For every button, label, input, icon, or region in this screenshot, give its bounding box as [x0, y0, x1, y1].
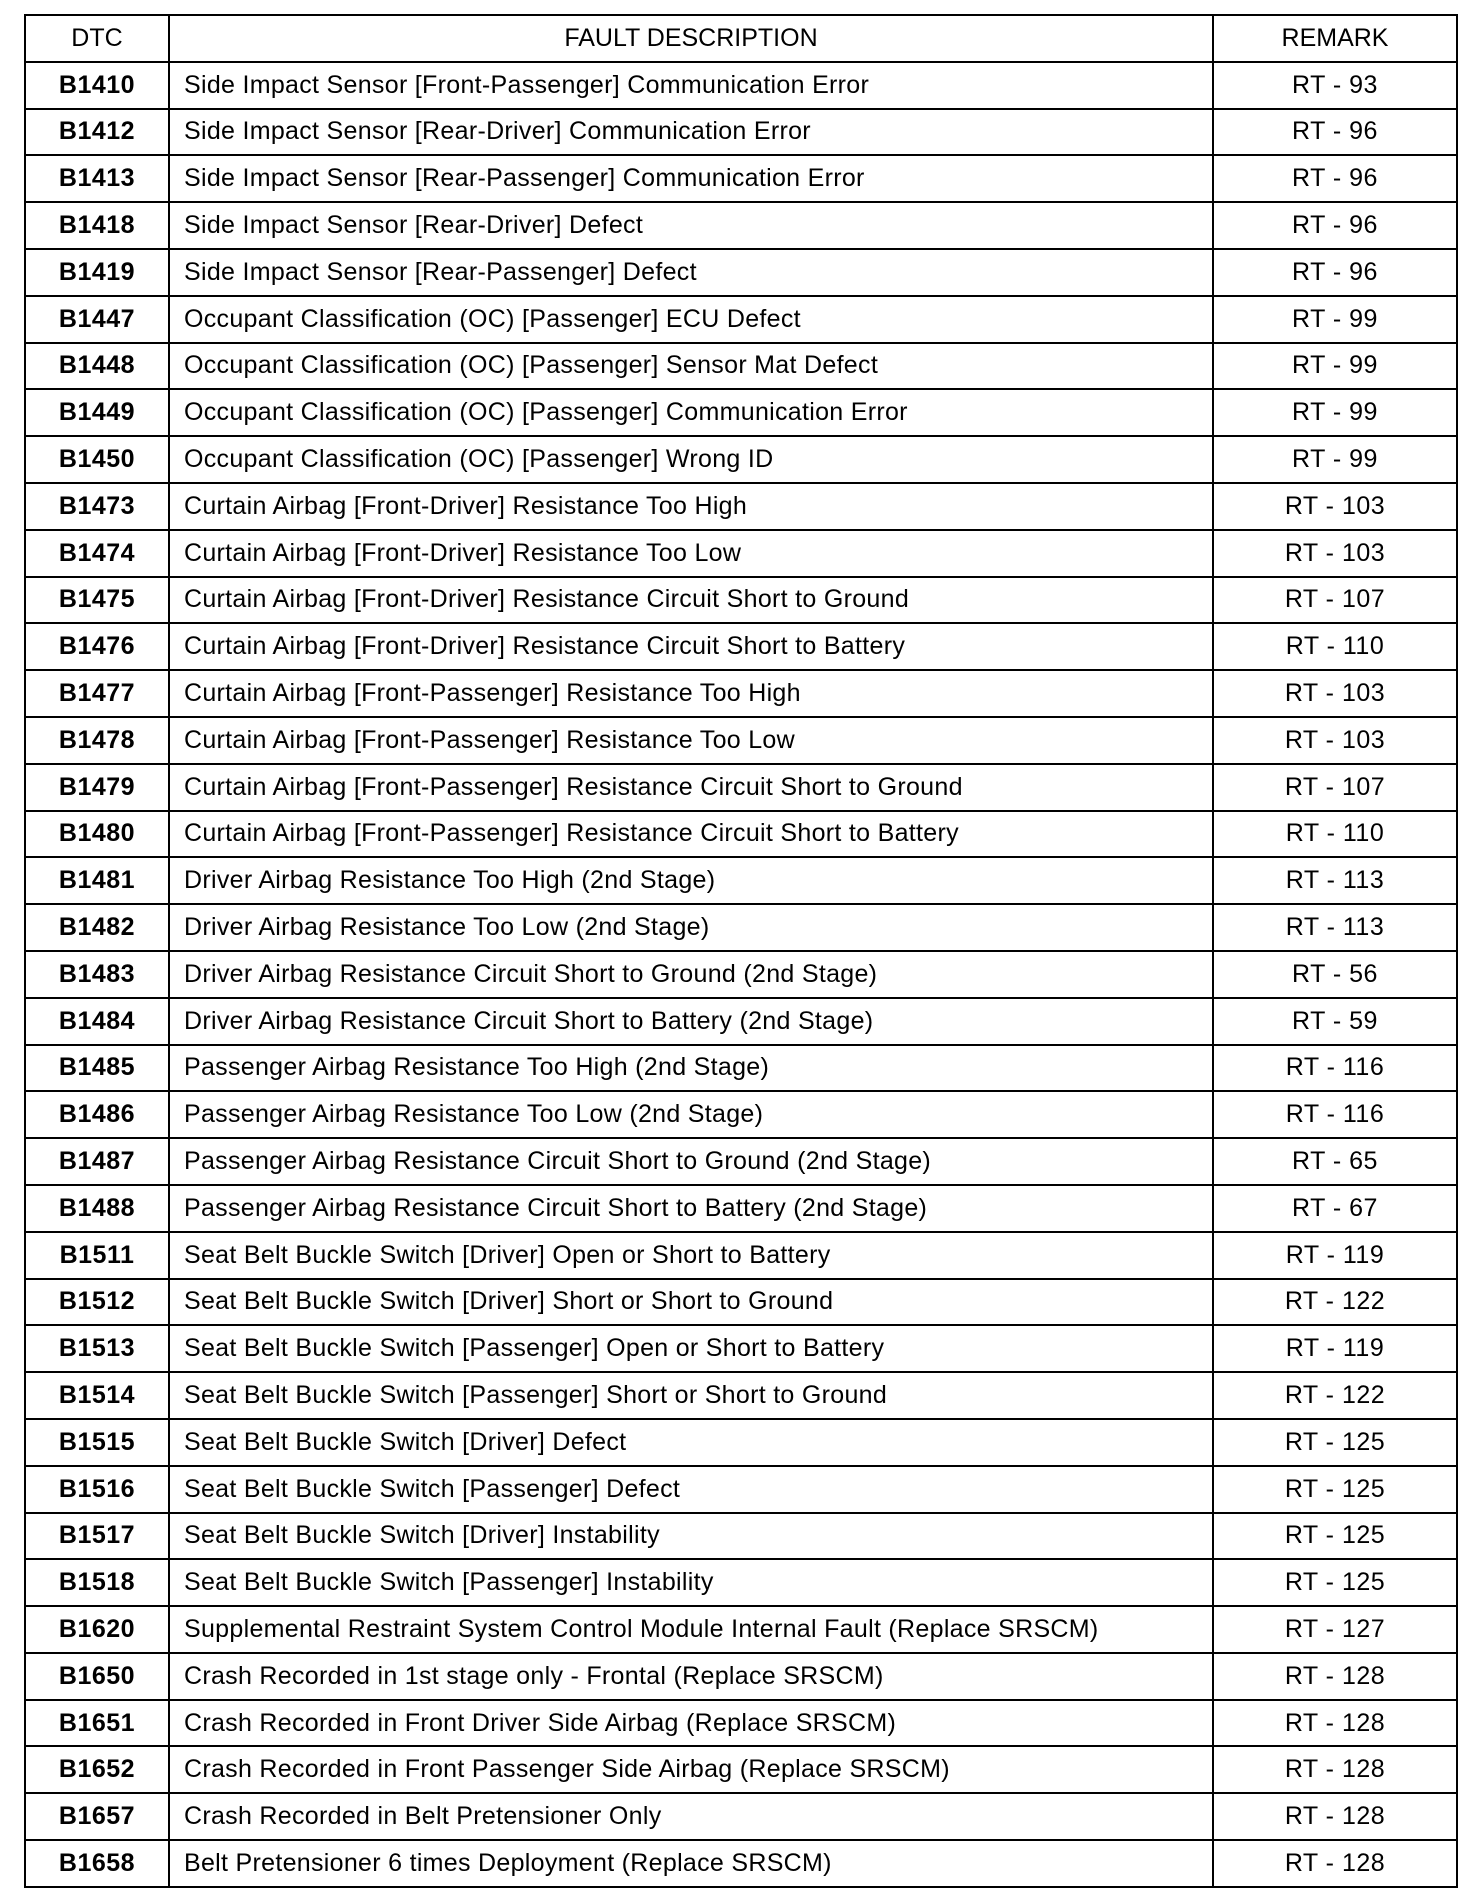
remark: RT - 99 [1213, 296, 1457, 343]
table-row [25, 764, 1457, 811]
remark: RT - 125 [1213, 1419, 1457, 1466]
remark: RT - 99 [1213, 436, 1457, 483]
header-remark: REMARK [1213, 15, 1457, 62]
fault-description: Driver Airbag Resistance Too Low (2nd Stage) [169, 904, 1213, 951]
fault-description: Passenger Airbag Resistance Circuit Short to Ground (2nd Stage) [169, 1138, 1213, 1185]
fault-description: Occupant Classification (OC) [Passenger] Communication Error [169, 389, 1213, 436]
fault-description: Curtain Airbag [Front-Passenger] Resistance Too Low [169, 717, 1213, 764]
dtc-code: B1488 [25, 1185, 169, 1232]
table-row [25, 998, 1457, 1045]
remark: RT - 96 [1213, 109, 1457, 156]
remark: RT - 96 [1213, 202, 1457, 249]
table-row [25, 1606, 1457, 1653]
dtc-code: B1477 [25, 670, 169, 717]
dtc-code: B1650 [25, 1653, 169, 1700]
table-row [25, 62, 1457, 109]
fault-description: Seat Belt Buckle Switch [Passenger] Open or Short to Battery [169, 1325, 1213, 1372]
dtc-code: B1480 [25, 811, 169, 858]
remark: RT - 113 [1213, 857, 1457, 904]
table-row [25, 1091, 1457, 1138]
dtc-code: B1476 [25, 623, 169, 670]
fault-description: Seat Belt Buckle Switch [Driver] Instability [169, 1513, 1213, 1560]
header-row [25, 15, 1457, 62]
table-row [25, 1700, 1457, 1747]
table-row [25, 577, 1457, 624]
dtc-code: B1486 [25, 1091, 169, 1138]
dtc-code: B1515 [25, 1419, 169, 1466]
dtc-code: B1482 [25, 904, 169, 951]
remark: RT - 65 [1213, 1138, 1457, 1185]
dtc-table-page [24, 14, 1456, 1888]
dtc-code: B1419 [25, 249, 169, 296]
remark: RT - 119 [1213, 1232, 1457, 1279]
remark: RT - 56 [1213, 951, 1457, 998]
fault-description: Driver Airbag Resistance Circuit Short to Ground (2nd Stage) [169, 951, 1213, 998]
table-row [25, 1325, 1457, 1372]
table-row [25, 1559, 1457, 1606]
table-row [25, 1513, 1457, 1560]
fault-description: Crash Recorded in Belt Pretensioner Only [169, 1793, 1213, 1840]
fault-description: Passenger Airbag Resistance Too Low (2nd Stage) [169, 1091, 1213, 1138]
fault-description: Curtain Airbag [Front-Driver] Resistance Too Low [169, 530, 1213, 577]
table-row [25, 623, 1457, 670]
remark: RT - 103 [1213, 530, 1457, 577]
remark: RT - 127 [1213, 1606, 1457, 1653]
table-row [25, 1045, 1457, 1092]
remark: RT - 110 [1213, 811, 1457, 858]
table-row [25, 436, 1457, 483]
header-fault-description: FAULT DESCRIPTION [169, 15, 1213, 62]
remark: RT - 96 [1213, 249, 1457, 296]
table-row [25, 389, 1457, 436]
fault-description: Passenger Airbag Resistance Circuit Short to Battery (2nd Stage) [169, 1185, 1213, 1232]
table-row [25, 1419, 1457, 1466]
table-row [25, 1466, 1457, 1513]
remark: RT - 125 [1213, 1466, 1457, 1513]
remark: RT - 128 [1213, 1700, 1457, 1747]
dtc-code: B1651 [25, 1700, 169, 1747]
dtc-code: B1517 [25, 1513, 169, 1560]
remark: RT - 128 [1213, 1746, 1457, 1793]
remark: RT - 119 [1213, 1325, 1457, 1372]
dtc-code: B1478 [25, 717, 169, 764]
remark: RT - 125 [1213, 1559, 1457, 1606]
fault-description: Seat Belt Buckle Switch [Passenger] Defect [169, 1466, 1213, 1513]
fault-description: Driver Airbag Resistance Too High (2nd Stage) [169, 857, 1213, 904]
table-row [25, 483, 1457, 530]
table-row [25, 530, 1457, 577]
fault-description: Seat Belt Buckle Switch [Passenger] Short or Short to Ground [169, 1372, 1213, 1419]
fault-description: Side Impact Sensor [Rear-Driver] Defect [169, 202, 1213, 249]
remark: RT - 128 [1213, 1840, 1457, 1887]
fault-description: Supplemental Restraint System Control Module Internal Fault (Replace SRSCM) [169, 1606, 1213, 1653]
table-row [25, 1840, 1457, 1887]
table-row [25, 1232, 1457, 1279]
fault-description: Curtain Airbag [Front-Driver] Resistance Circuit Short to Battery [169, 623, 1213, 670]
dtc-code: B1487 [25, 1138, 169, 1185]
fault-description: Side Impact Sensor [Rear-Driver] Communication Error [169, 109, 1213, 156]
table-row [25, 1185, 1457, 1232]
table-header [25, 15, 1457, 62]
remark: RT - 96 [1213, 155, 1457, 202]
fault-description: Side Impact Sensor [Front-Passenger] Communication Error [169, 62, 1213, 109]
dtc-code: B1484 [25, 998, 169, 1045]
dtc-code: B1410 [25, 62, 169, 109]
fault-description: Curtain Airbag [Front-Passenger] Resistance Circuit Short to Ground [169, 764, 1213, 811]
table-row [25, 249, 1457, 296]
remark: RT - 103 [1213, 717, 1457, 764]
remark: RT - 125 [1213, 1513, 1457, 1560]
table-row [25, 109, 1457, 156]
remark: RT - 107 [1213, 577, 1457, 624]
dtc-code: B1512 [25, 1279, 169, 1326]
dtc-code: B1450 [25, 436, 169, 483]
dtc-code: B1418 [25, 202, 169, 249]
remark: RT - 113 [1213, 904, 1457, 951]
dtc-code: B1479 [25, 764, 169, 811]
remark: RT - 107 [1213, 764, 1457, 811]
fault-description: Seat Belt Buckle Switch [Passenger] Instability [169, 1559, 1213, 1606]
table-row [25, 670, 1457, 717]
fault-description: Curtain Airbag [Front-Driver] Resistance Too High [169, 483, 1213, 530]
remark: RT - 99 [1213, 389, 1457, 436]
table-row [25, 1653, 1457, 1700]
table-row [25, 1138, 1457, 1185]
fault-description: Crash Recorded in 1st stage only - Frontal (Replace SRSCM) [169, 1653, 1213, 1700]
dtc-code: B1516 [25, 1466, 169, 1513]
dtc-code: B1481 [25, 857, 169, 904]
table-row [25, 951, 1457, 998]
fault-description: Crash Recorded in Front Passenger Side Airbag (Replace SRSCM) [169, 1746, 1213, 1793]
fault-description: Occupant Classification (OC) [Passenger] Wrong ID [169, 436, 1213, 483]
dtc-code: B1475 [25, 577, 169, 624]
table-body [25, 62, 1457, 1887]
dtc-code: B1483 [25, 951, 169, 998]
dtc-code: B1620 [25, 1606, 169, 1653]
fault-description: Curtain Airbag [Front-Passenger] Resistance Too High [169, 670, 1213, 717]
table-row [25, 296, 1457, 343]
table-row [25, 343, 1457, 390]
dtc-code: B1449 [25, 389, 169, 436]
table-row [25, 1793, 1457, 1840]
remark: RT - 110 [1213, 623, 1457, 670]
fault-description: Seat Belt Buckle Switch [Driver] Defect [169, 1419, 1213, 1466]
dtc-code: B1518 [25, 1559, 169, 1606]
dtc-code: B1657 [25, 1793, 169, 1840]
remark: RT - 116 [1213, 1045, 1457, 1092]
table-row [25, 155, 1457, 202]
remark: RT - 99 [1213, 343, 1457, 390]
table-row [25, 857, 1457, 904]
remark: RT - 67 [1213, 1185, 1457, 1232]
dtc-code: B1447 [25, 296, 169, 343]
table-row [25, 1279, 1457, 1326]
dtc-code: B1511 [25, 1232, 169, 1279]
fault-description: Occupant Classification (OC) [Passenger] Sensor Mat Defect [169, 343, 1213, 390]
dtc-code: B1412 [25, 109, 169, 156]
fault-description: Crash Recorded in Front Driver Side Airbag (Replace SRSCM) [169, 1700, 1213, 1747]
remark: RT - 103 [1213, 483, 1457, 530]
remark: RT - 93 [1213, 62, 1457, 109]
fault-description: Occupant Classification (OC) [Passenger] ECU Defect [169, 296, 1213, 343]
fault-description: Seat Belt Buckle Switch [Driver] Short or Short to Ground [169, 1279, 1213, 1326]
dtc-code: B1473 [25, 483, 169, 530]
dtc-code: B1514 [25, 1372, 169, 1419]
fault-description: Side Impact Sensor [Rear-Passenger] Communication Error [169, 155, 1213, 202]
table-row [25, 202, 1457, 249]
dtc-code: B1474 [25, 530, 169, 577]
remark: RT - 128 [1213, 1653, 1457, 1700]
table-row [25, 904, 1457, 951]
table-row [25, 1372, 1457, 1419]
header-dtc: DTC [25, 15, 169, 62]
fault-description: Passenger Airbag Resistance Too High (2nd Stage) [169, 1045, 1213, 1092]
dtc-code: B1513 [25, 1325, 169, 1372]
fault-description: Belt Pretensioner 6 times Deployment (Replace SRSCM) [169, 1840, 1213, 1887]
remark: RT - 116 [1213, 1091, 1457, 1138]
dtc-code: B1485 [25, 1045, 169, 1092]
dtc-fault-table [24, 14, 1458, 1888]
fault-description: Curtain Airbag [Front-Driver] Resistance Circuit Short to Ground [169, 577, 1213, 624]
dtc-code: B1658 [25, 1840, 169, 1887]
remark: RT - 103 [1213, 670, 1457, 717]
dtc-code: B1652 [25, 1746, 169, 1793]
dtc-code: B1448 [25, 343, 169, 390]
remark: RT - 122 [1213, 1372, 1457, 1419]
table-row [25, 811, 1457, 858]
fault-description: Seat Belt Buckle Switch [Driver] Open or Short to Battery [169, 1232, 1213, 1279]
table-row [25, 1746, 1457, 1793]
remark: RT - 128 [1213, 1793, 1457, 1840]
remark: RT - 122 [1213, 1279, 1457, 1326]
fault-description: Driver Airbag Resistance Circuit Short to Battery (2nd Stage) [169, 998, 1213, 1045]
fault-description: Curtain Airbag [Front-Passenger] Resistance Circuit Short to Battery [169, 811, 1213, 858]
fault-description: Side Impact Sensor [Rear-Passenger] Defect [169, 249, 1213, 296]
remark: RT - 59 [1213, 998, 1457, 1045]
dtc-code: B1413 [25, 155, 169, 202]
table-row [25, 717, 1457, 764]
